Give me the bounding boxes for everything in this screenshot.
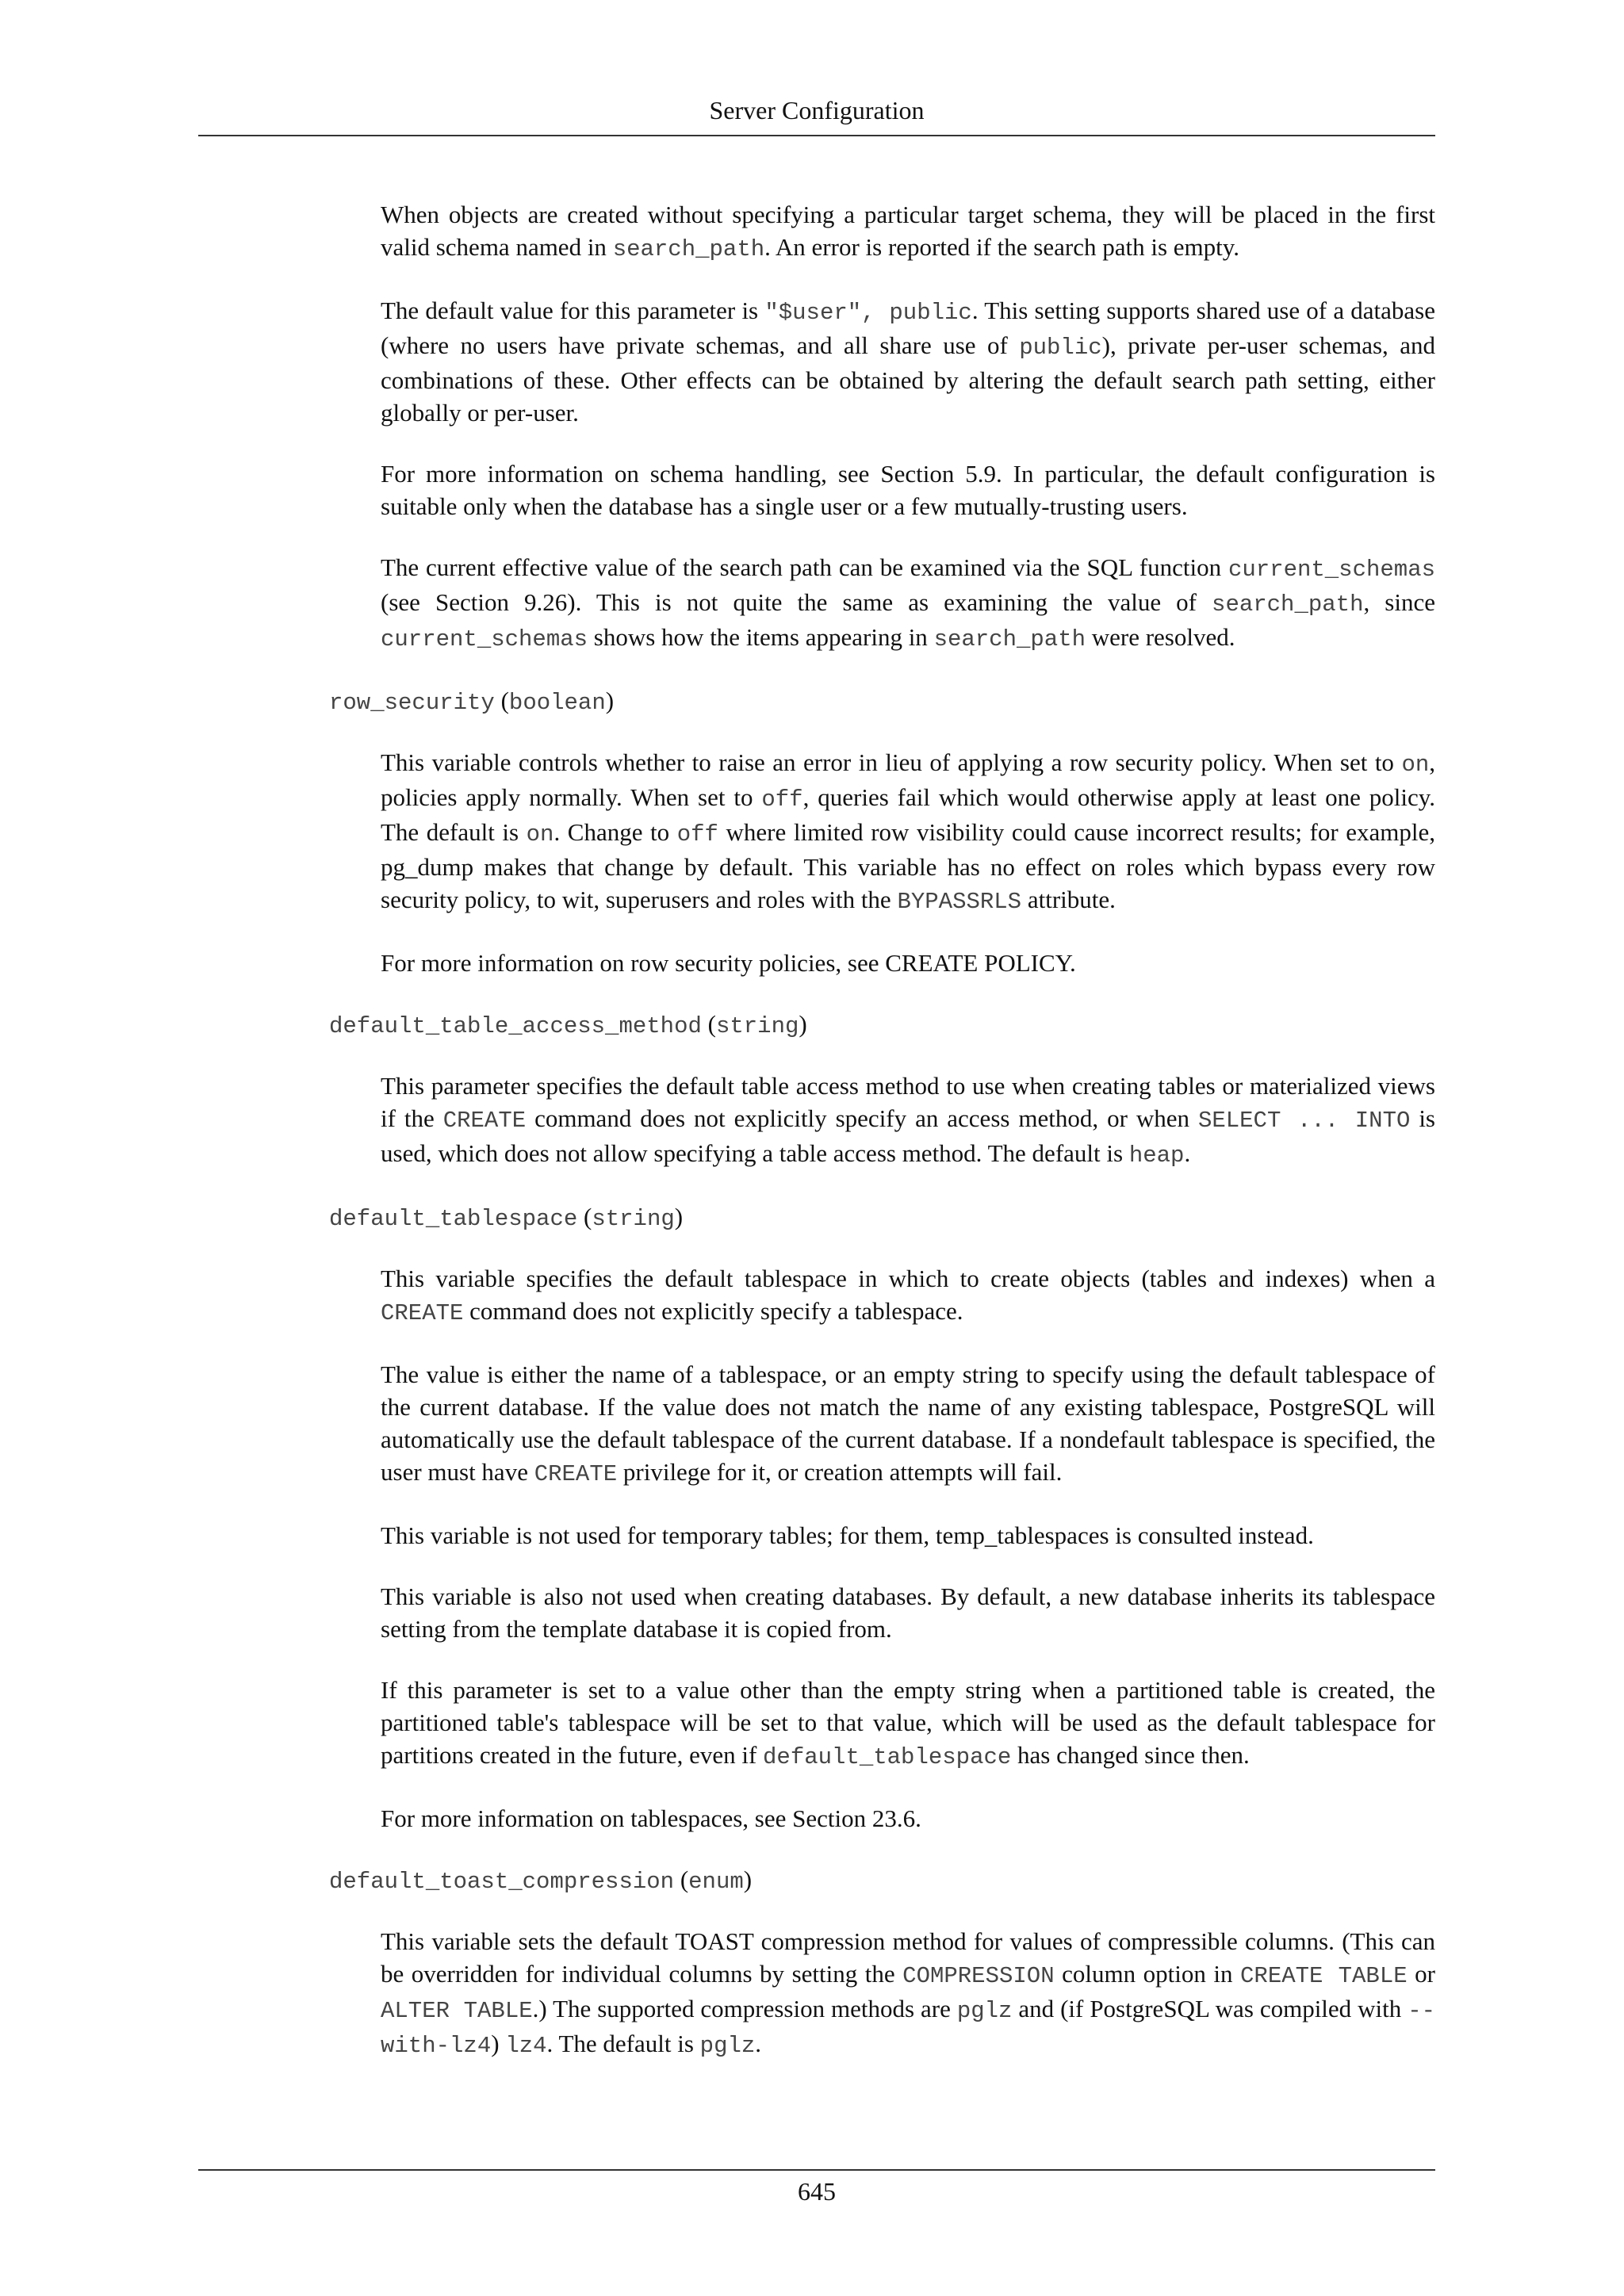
paragraph bbox=[198, 1262, 1435, 1330]
text: , policies apply normally. When set to bbox=[381, 748, 1435, 811]
code-literal: --with-lz4 bbox=[381, 1998, 1435, 2059]
paragraph bbox=[198, 198, 1435, 266]
parameter-type: enum bbox=[688, 1869, 744, 1895]
code-literal: search_path bbox=[612, 236, 765, 262]
term-default-table-access-method: default_table_access_method (string) bbox=[329, 1010, 807, 1039]
text: This variable is also not used when creating databases. By default, a new database inherits its tablespace setting from the template database it is copied from. bbox=[381, 1582, 1435, 1643]
page-header bbox=[198, 86, 1435, 136]
text: This parameter specifies the default table access method to use when creating tables or materialized views if the bbox=[381, 1072, 1435, 1132]
text: For more information on row security policies, see CREATE POLICY. bbox=[381, 949, 1076, 977]
code-literal: search_path bbox=[1212, 591, 1364, 618]
text: The default value for this parameter is bbox=[381, 297, 765, 324]
code-literal: CREATE bbox=[442, 1108, 527, 1134]
text: command does not explicitly specify an access method, or when bbox=[526, 1104, 1198, 1132]
paragraph bbox=[198, 1925, 1435, 2062]
code-literal: pglz bbox=[956, 1998, 1013, 2024]
text: .) The supported compression methods are bbox=[532, 1995, 957, 2022]
code-literal: COMPRESSION bbox=[902, 1963, 1055, 1989]
code-literal: off bbox=[761, 786, 803, 813]
code-literal: CREATE bbox=[381, 1300, 464, 1326]
header-title: Server Configuration bbox=[709, 96, 925, 124]
text: ), private per-user schemas, and combinations of these. Other effects can be obtained by altering the default search path setting, either globally or per-user. bbox=[381, 331, 1435, 427]
code-literal: current_schemas bbox=[1228, 557, 1435, 583]
document-body bbox=[198, 198, 1435, 2091]
term-default-tablespace: default_tablespace (string) bbox=[329, 1203, 684, 1232]
text: For more information on schema handling, see Section 5.9. In particular, the default configuration is suitable only when the database has a single user or a few mutually-trusting users. bbox=[381, 460, 1435, 520]
paragraph bbox=[198, 746, 1435, 918]
code-literal: lz4 bbox=[505, 2033, 547, 2059]
text: and (if PostgreSQL was compiled with bbox=[1012, 1995, 1408, 2022]
text: , since bbox=[1363, 588, 1435, 616]
code-literal: search_path bbox=[933, 626, 1086, 652]
parameter-name: default_toast_compression bbox=[329, 1869, 675, 1895]
text: or bbox=[1407, 1960, 1435, 1988]
parameter-type: string bbox=[715, 1013, 799, 1039]
code-literal: off bbox=[676, 821, 718, 848]
code-literal: CREATE TABLE bbox=[1240, 1963, 1408, 1989]
code-literal: on bbox=[526, 821, 554, 848]
parameter-name: row_security bbox=[329, 690, 495, 716]
paragraph bbox=[198, 1070, 1435, 1172]
paragraph bbox=[198, 947, 1435, 979]
code-literal: SELECT ... INTO bbox=[1197, 1108, 1411, 1134]
paragraph bbox=[198, 551, 1435, 656]
text: , queries fail which would otherwise apply at least one policy. The default is bbox=[381, 783, 1435, 846]
code-literal: heap bbox=[1128, 1142, 1185, 1169]
text: . bbox=[1184, 1139, 1191, 1167]
text: is used, which does not allow specifying a table access method. The default is bbox=[381, 1104, 1435, 1167]
text: . The default is bbox=[546, 2030, 700, 2057]
text: The value is either the name of a tablespace, or an empty string to specify using the default tablespace of the current database. If the value does not match the name of any existing tablespace, PostgreSQL will automatically use the default tablespace of the current database. If a nondefault tablespace is specified, the user must have bbox=[381, 1360, 1435, 1486]
text: column option in bbox=[1054, 1960, 1241, 1988]
paragraph bbox=[198, 1580, 1435, 1645]
text: This variable specifies the default tablespace in which to create objects (tables and indexes) when a bbox=[381, 1265, 1435, 1292]
text: were resolved. bbox=[1086, 623, 1235, 651]
paragraph bbox=[198, 1358, 1435, 1490]
code-literal: default_tablespace bbox=[763, 1744, 1012, 1770]
text: The current effective value of the search path can be examined via the SQL function bbox=[381, 553, 1228, 581]
code-literal: CREATE bbox=[534, 1461, 618, 1487]
page-footer bbox=[198, 2169, 1435, 2206]
code-literal: BYPASSRLS bbox=[897, 889, 1022, 915]
text: If this parameter is set to a value other than the empty string when a partitioned table is created, the partitioned table's tablespace will be set to that value, which will be used as the default tablespace for partitions created in the future, even if bbox=[381, 1676, 1435, 1769]
text: where limited row visibility could cause incorrect results; for example, pg_dump makes that change by default. This variable has no effect on roles which bypass every row security policy, to wit, superusers and roles with the bbox=[381, 818, 1435, 913]
code-literal: pglz bbox=[699, 2033, 756, 2059]
term-row-security: row_security (boolean) bbox=[329, 687, 615, 716]
page-number: 645 bbox=[798, 2177, 836, 2206]
paragraph bbox=[198, 1674, 1435, 1774]
text: . Change to bbox=[553, 818, 677, 846]
parameter-name: default_tablespace bbox=[329, 1206, 578, 1232]
paragraph bbox=[198, 1802, 1435, 1835]
paragraph bbox=[198, 1519, 1435, 1552]
code-literal: on bbox=[1401, 752, 1430, 778]
text: . This setting supports shared use of a database (where no users have private schemas, and all share use of bbox=[381, 297, 1435, 359]
text: This variable is not used for temporary tables; for them, temp_tablespaces is consulted instead. bbox=[381, 1521, 1314, 1549]
text: For more information on tablespaces, see Section 23.6. bbox=[381, 1804, 921, 1832]
text: . bbox=[755, 2030, 762, 2057]
text: . An error is reported if the search path is empty. bbox=[764, 233, 1239, 261]
paragraph bbox=[198, 294, 1435, 429]
text: ) bbox=[491, 2030, 506, 2057]
text: attribute. bbox=[1021, 886, 1116, 913]
code-literal: current_schemas bbox=[381, 626, 588, 652]
code-literal: public bbox=[1019, 335, 1102, 361]
parameter-name: default_table_access_method bbox=[329, 1013, 702, 1039]
code-literal: ALTER TABLE bbox=[381, 1998, 533, 2024]
code-literal: "$user", public bbox=[764, 300, 972, 326]
text: (see Section 9.26). This is not quite the same as examining the value of bbox=[381, 588, 1212, 616]
text: This variable sets the default TOAST compression method for values of compressible columns. (This can be overridden for individual columns by setting the bbox=[381, 1927, 1435, 1988]
parameter-type: string bbox=[592, 1206, 675, 1232]
paragraph bbox=[198, 457, 1435, 522]
text: When objects are created without specifying a particular target schema, they will be placed in the first valid schema named in bbox=[381, 201, 1435, 261]
text: has changed since then. bbox=[1011, 1741, 1250, 1769]
text: command does not explicitly specify a tablespace. bbox=[463, 1297, 963, 1325]
text: This variable controls whether to raise an error in lieu of applying a row security policy. When set to bbox=[381, 748, 1402, 776]
text: shows how the items appearing in bbox=[588, 623, 934, 651]
text: privilege for it, or creation attempts will fail. bbox=[617, 1458, 1063, 1486]
term-default-toast-compression: default_toast_compression (enum) bbox=[329, 1866, 753, 1895]
parameter-type: boolean bbox=[508, 690, 606, 716]
